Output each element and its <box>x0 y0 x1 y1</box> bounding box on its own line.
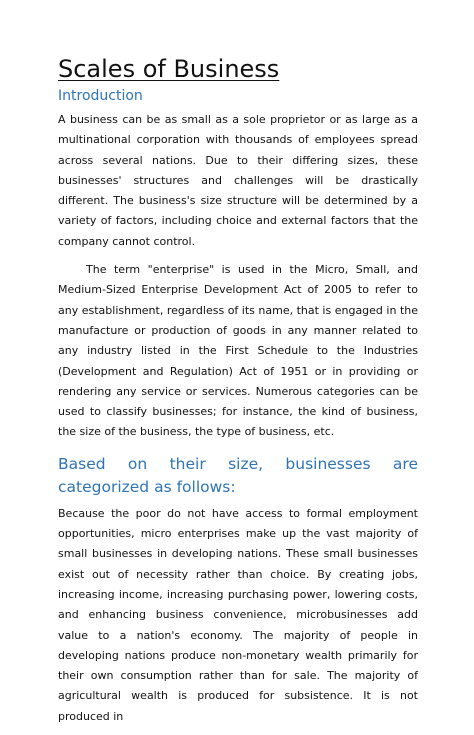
document-title: Scales of Business <box>58 55 280 83</box>
size-categories-heading: Based on their size, businesses are categorized as follows: <box>58 454 418 496</box>
intro-paragraph: A business can be as small as a sole proprietor or as large as a multinational corporation with thousands of employees spread across several nations. Due to their differing sizes, these businesses' structures and challenges will be drastically different. The business's size structure will be determined by a variety of factors, including choice and external factors that the company cannot control. <box>58 113 418 248</box>
enterprise-definition-paragraph: The term "enterprise" is used in the Micro, Small, and Medium-Sized Enterprise Development Act of 2005 to refer to any establishment, regardless of its name, that is engaged in the manufacture or production of goods in any manner related to any industry listed in the First Schedule to the Industries (Development and Regulation) Act of 1951 or in providing or rendering any service or services. Numerous categories can be used to classify businesses; for instance, the kind of business, the size of the business, the type of business, etc. <box>58 263 418 439</box>
introduction-heading: Introduction <box>58 88 143 104</box>
micro-enterprises-paragraph: Because the poor do not have access to formal employment opportunities, micro enterprises make up the vast majority of small businesses in developing nations. These small businesses exist out of necessity rather than choice. By creating jobs, increasing income, increasing purchasing power, lowering costs, and enhancing business convenience, microbusinesses add value to a nation's economy. The majority of people in developing nations produce non-monetary wealth primarily for their own consumption rather than for sale. The majority of agricultural wealth is produced for subsistence. It is not produced in <box>58 506 418 723</box>
document-page <box>58 52 418 735</box>
